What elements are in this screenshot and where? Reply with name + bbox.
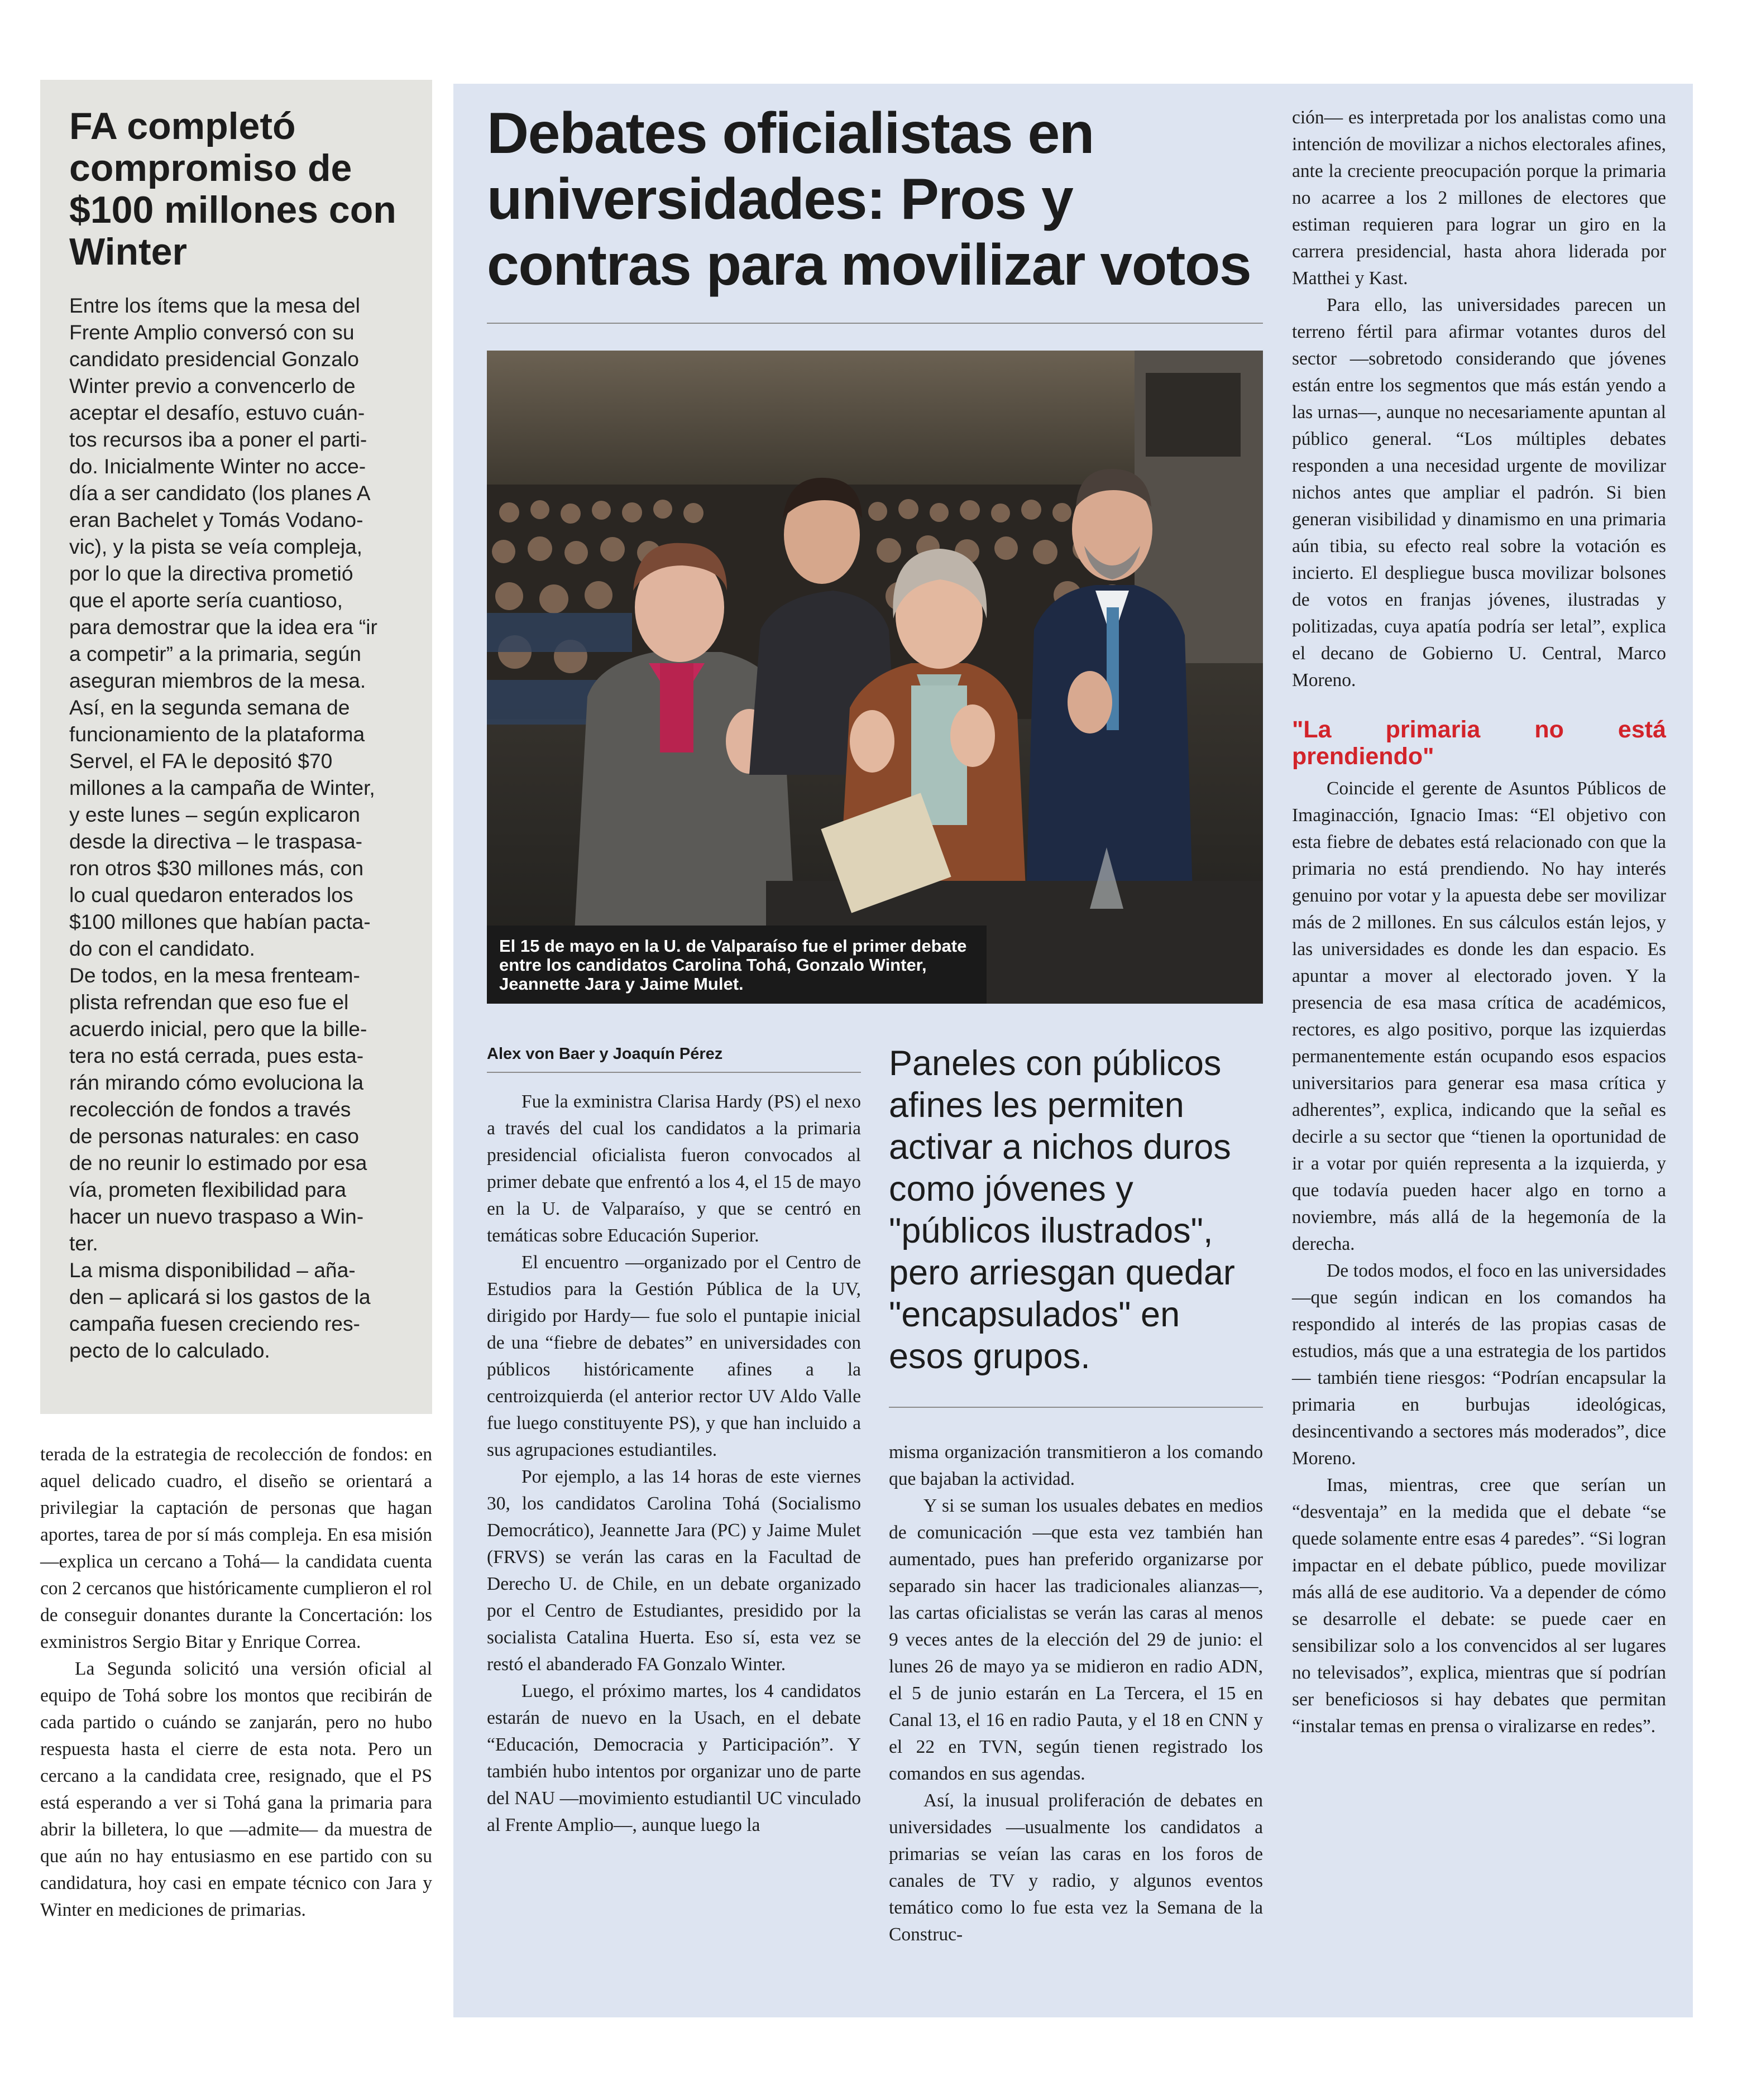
left-bottom-column	[40, 1441, 432, 1924]
sidebar-line: para demostrar que la idea era “ir	[69, 615, 377, 639]
article-headline: Debates oficialistas en universidades: Pros y contras para movilizar votos	[487, 101, 1251, 298]
body-paragraph: Fue la exministra Clarisa Hardy (PS) el nexo a través del cual los candidatos a la primaria presidencial oficialista fueron convocados al primer debate que enfrentó a los 4, el 15 de mayo en la U. de Valparaíso, y que se centró en temáticas sobre Educación Superior.	[487, 1091, 861, 1246]
body-paragraph: Y si se suman los usuales debates en medios de comunicación —que esta vez también han aumentado, pues han preferido organizarse por separado sin hacer las tradicionales alianzas—, las cartas oficialistas se verán las caras al menos 9 veces antes de la elección del 29 de junio: el lunes 26 de mayo ya se midieron en radio ADN, el 5 de junio estarán en La Tercera, el 15 en Canal 13, el 16 en radio Pauta, y el 18 en CNN y el 22 en TVN, según tienen registrado los comandos en sus agendas.	[889, 1495, 1263, 1784]
left-paragraph: La Segunda solicitó una versión oficial al equipo de Tohá sobre los montos que recibirán de cada partido o cuándo se zanjarán, pero no hubo respuesta hasta el cierre de esta nota. Pero un cercano a la candidata cree, resignado, que el PS está esperando a ver si Tohá gana la primaria para abrir la billetera, lo que —admite— da muestra de que aún no hay entusiasmo en ese partido con su candidatura, hoy casi en empate técnico con Jara y Winter en mediciones de primarias.	[40, 1658, 432, 1920]
sidebar-line: den – aplicará si los gastos de la	[69, 1285, 371, 1308]
left-paragraph: terada de la estrategia de recolección de fondos: en aquel delicado cuadro, el diseño se orientará a privilegiar la captación de personas que hagan aportes, tarea de por sí más compleja. En esa misión —explica un cercano a Tohá— la candidata cuenta con 2 cercanos que históricamente cumplieron el rol de conseguir donantes durante la Concertación: los exministros Sergio Bitar y Enrique Correa.	[40, 1444, 432, 1652]
article-column-2	[889, 1439, 1263, 1948]
sidebar-line: pecto de lo calculado.	[69, 1339, 270, 1362]
sidebar-line: y este lunes – según explicaron	[69, 803, 360, 826]
sidebar-line: desde la directiva – le traspasa-	[69, 830, 363, 853]
sidebar-line: aseguran miembros de la mesa.	[69, 669, 366, 692]
sidebar-line: millones a la campaña de Winter,	[69, 776, 375, 799]
sidebar-title: FA completó compromiso de $100 millones con Winter	[69, 105, 396, 273]
body-paragraph: Así, la inusual proliferación de debates en universidades —usualmente los candidatos a primarias se veían las caras en los foros de canales de TV y radio, y algunos eventos temático como lo fue esta vez la Semana de la Construc-	[889, 1790, 1263, 1945]
sidebar-line: De todos, en la mesa frenteam-	[69, 963, 360, 987]
body-paragraph: Para ello, las universidades parecen un terreno fértil para afirmar votantes duros del sector —sobretodo considerando que jóvenes están entre los segmentos que más están yendo a las urnas—, aunque no necesariamente apuntan al público general. “Los múltiples debates responden a una necesidad urgente de movilizar nichos antes que ampliar el padrón. Si bien generan visibilidad y dinamismo en una primaria aún tibia, su efecto real sobre la votación es incierto. El despliegue busca movilizar bolsones de votos en franjas jóvenes, ilustradas y politizadas, cuya apatía podría ser letal”, explica el decano de Gobierno U. Central, Marco Moreno.	[1292, 295, 1666, 691]
sidebar-line: vic), y la pista se veía compleja,	[69, 535, 362, 558]
sidebar-line: do. Inicialmente Winter no acce-	[69, 454, 366, 478]
article-column-3	[1292, 104, 1666, 1740]
sidebar-line: Así, en la segunda semana de	[69, 696, 350, 719]
sidebar-line: $100 millones que habían pacta-	[69, 910, 371, 933]
article-column-1	[487, 1089, 861, 1839]
photo-illustration	[487, 351, 1263, 1004]
byline-divider	[487, 1072, 861, 1073]
sidebar-line: de personas naturales: en caso	[69, 1124, 359, 1148]
body-paragraph: ción— es interpretada por los analistas como una intención de movilizar a nichos electorales afines, ante la creciente preocupación porque la primaria no acarree a los 2 millones de electores que estiman requieren para lograr un giro en la carrera presidencial, hasta ahora liderada por Matthei y Kast.	[1292, 107, 1666, 289]
sidebar-line: tos recursos iba a poner el parti-	[69, 428, 367, 451]
pullquote-divider	[889, 1407, 1263, 1408]
body-paragraph: Imas, mientras, cree que serían un “desventaja” en la medida que el debate “se quede solamente entre esas 4 paredes”. “Si logran impactar en el debate público, puede movilizar más allá de ese auditorio. Va a depender de cómo se desarrolle el debate: se puede caer en sensibilizar solo a los convencidos al ser lugares no televisados”, explica, mientras que sí podrían ser beneficiosos si hay debates que permitan “instalar temas en prensa o viralizarse en redes”.	[1292, 1475, 1666, 1737]
article-photo	[487, 351, 1263, 1004]
sidebar-line: rán mirando cómo evoluciona la	[69, 1071, 364, 1094]
sidebar-line: Entre los ítems que la mesa del	[69, 294, 360, 317]
sidebar-line: ter.	[69, 1231, 98, 1255]
body-paragraph: Luego, el próximo martes, los 4 candidatos estarán de nuevo en la Usach, en el debate “Educación, Democracia y Participación”. Y también hubo intentos por organizar uno de parte del NAU —movimiento estudiantil UC vinculado al Frente Amplio—, aunque luego la	[487, 1681, 861, 1835]
sidebar-line: vía, prometen flexibilidad para	[69, 1178, 347, 1201]
sidebar-line: de no reunir lo estimado por esa	[69, 1151, 367, 1174]
sidebar-line: ron otros $30 millones más, con	[69, 856, 364, 880]
sidebar-line: acuerdo inicial, pero que la bille-	[69, 1017, 367, 1041]
sidebar-line: candidato presidencial Gonzalo	[69, 347, 359, 371]
headline-divider	[487, 323, 1263, 324]
photo-caption: El 15 de mayo en la U. de Valparaíso fue el primer debate entre los candidatos Carolina Tohá, Gonzalo Winter, Jeannette Jara y Jaime Mulet.	[487, 926, 987, 1004]
sidebar-line: campaña fuesen creciendo res-	[69, 1312, 360, 1335]
body-paragraph: misma organización transmitieron a los comando que bajaban la actividad.	[889, 1442, 1263, 1489]
sidebar-body	[69, 292, 405, 1364]
sidebar-line: plista refrendan que eso fue el	[69, 990, 349, 1014]
sidebar-box	[40, 80, 432, 1414]
section-subhead: "La primaria no está prendiendo"	[1292, 716, 1666, 770]
article-panel	[453, 84, 1693, 2017]
pull-quote: Paneles con públicos afines les permiten activar a nichos duros como jóvenes y "públicos ilustrados", pero arriesgan quedar "encapsulados" en esos grupos.	[889, 1044, 1235, 1376]
body-paragraph: Coincide el gerente de Asuntos Públicos de Imaginacción, Ignacio Imas: “El objetivo con esta fiebre de debates está relacionado con que la primaria no está prendiendo. No hay interés genuino por votar y la apuesta debe ser movilizar más de 2 millones. En sus cálculos están lejos, y las universidades es donde les dan espacio. Es apuntar a mover al electorado joven. Y la presencia de esa masa crítica de académicos, rectores, es algo positivo, porque las izquierdas permanentemente están ocupando esos espacios universitarios para generar esa masa crítica y adherentes”, explica, indicando que la señal es decirle a su sector que “tienen la oportunidad de ir a votar por quién representa a la izquierda, y que todavía pueden hacer algo en torno a noviembre, más allá de la hegemonía de la derecha.	[1292, 778, 1666, 1254]
sidebar-line: por lo que la directiva prometió	[69, 562, 353, 585]
sidebar-line: tera no está cerrada, pues esta-	[69, 1044, 364, 1067]
article-byline: Alex von Baer y Joaquín Pérez	[487, 1045, 723, 1063]
sidebar-line: lo cual quedaron enterados los	[69, 883, 353, 907]
sidebar-line: Winter previo a convencerlo de	[69, 374, 356, 397]
sidebar-line: Servel, el FA le depositó $70	[69, 749, 333, 773]
sidebar-line: aceptar el desafío, estuvo cuán-	[69, 401, 365, 424]
body-paragraph: Por ejemplo, a las 14 horas de este viernes 30, los candidatos Carolina Tohá (Socialismo Democrático), Jeannette Jara (PC) y Jaime Mulet (FRVS) se verán las caras en la Facultad de Derecho U. de Chile, en un debate organizado por el Centro de Estudiantes, presidido por la socialista Catalina Huerta. Eso sí, esta vez se restó el abanderado FA Gonzalo Winter.	[487, 1466, 861, 1675]
sidebar-line: funcionamiento de la plataforma	[69, 722, 365, 746]
sidebar-line: La misma disponibilidad – aña-	[69, 1258, 356, 1282]
sidebar-line: Frente Amplio conversó con su	[69, 320, 355, 344]
sidebar-line: recolección de fondos a través	[69, 1097, 351, 1121]
sidebar-line: do con el candidato.	[69, 937, 255, 960]
sidebar-line: hacer un nuevo traspaso a Win-	[69, 1205, 364, 1228]
body-paragraph: El encuentro —organizado por el Centro de Estudios para la Gestión Pública de la UV, dirigido por Hardy— fue solo el puntapie inicial de una “fiebre de debates” en universidades con públicos históricamente afines a la centroizquierda (el anterior rector UV Aldo Valle fue luego constituyente PS), y que han incluido a sus agrupaciones estudiantiles.	[487, 1252, 861, 1460]
sidebar-line: día a ser candidato (los planes A	[69, 481, 371, 505]
body-paragraph: De todos modos, el foco en las universidades —que según indican en los comandos ha respondido al interés de las propias casas de estudios, más que a una estrategia de los partidos— también tiene riesgos: “Podrían encapsular la primaria en burbujas ideológicas, desincentivando a sectores más moderados”, dice Moreno.	[1292, 1260, 1666, 1469]
sidebar-line: que el aporte sería cuantioso,	[69, 588, 343, 612]
sidebar-line: a competir” a la primaria, según	[69, 642, 361, 665]
sidebar-line: eran Bachelet y Tomás Vodano-	[69, 508, 363, 531]
